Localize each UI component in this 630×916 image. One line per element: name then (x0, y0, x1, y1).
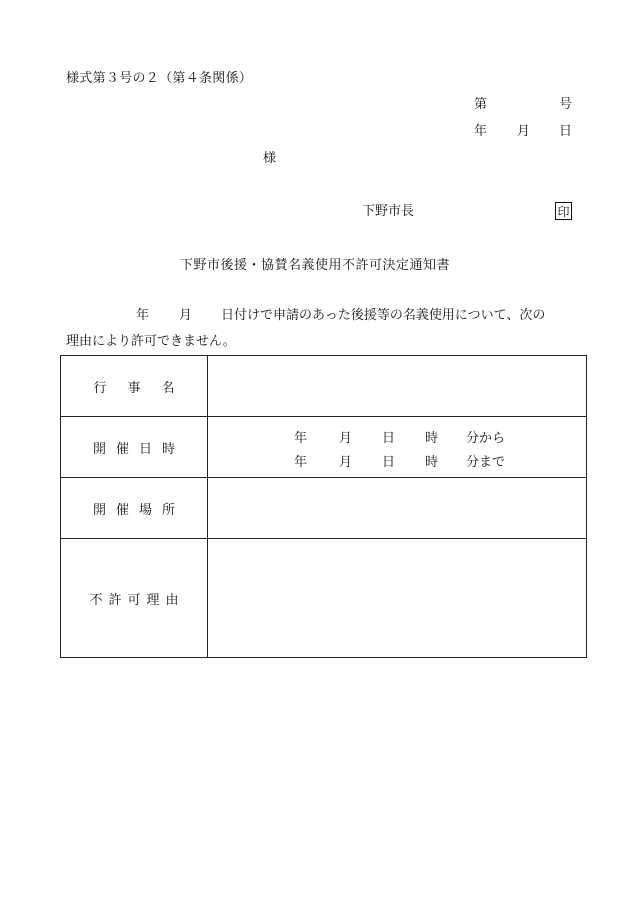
datetime-from-line: 年 月 日 時 分から (294, 431, 506, 446)
reason-field[interactable] (208, 539, 587, 658)
issue-date-month: 月 (517, 124, 531, 139)
event-name-field[interactable] (208, 356, 587, 417)
issue-date-year: 年 (474, 124, 488, 139)
table-row-datetime (61, 417, 587, 478)
table-row-venue (61, 478, 587, 539)
body-text-line-2: 理由により許可できません。 (66, 334, 236, 349)
table-row-event-name (61, 356, 587, 417)
details-table (60, 355, 587, 658)
body-year: 年 (136, 308, 150, 323)
venue-label: 開 催 場 所 (61, 478, 208, 539)
venue-field[interactable] (208, 478, 587, 539)
body-line-1-text: 日付けで申請のあった後援等の名義使用について、次の (221, 308, 546, 323)
seal-stamp: 印 (555, 202, 572, 220)
document-title: 下野市後援・協賛名義使用不許可決定通知書 (179, 258, 450, 273)
addressee-honorific: 様 (263, 151, 277, 166)
issuer-name: 下野市長 (362, 204, 415, 219)
doc-number-prefix: 第 (474, 97, 488, 112)
event-name-label: 行 事 名 (61, 356, 208, 417)
datetime-field[interactable] (208, 417, 587, 478)
datetime-to-line: 年 月 日 時 分まで (294, 455, 506, 470)
doc-number-suffix: 号 (559, 97, 573, 112)
datetime-label: 開 催 日 時 (61, 417, 208, 478)
form-number: 様式第３号の２（第４条関係） (66, 71, 253, 86)
table-row-reason (61, 539, 587, 658)
body-month: 月 (179, 308, 193, 323)
issue-date-day: 日 (559, 124, 573, 139)
reason-label: 不 許 可 理 由 (61, 539, 208, 658)
